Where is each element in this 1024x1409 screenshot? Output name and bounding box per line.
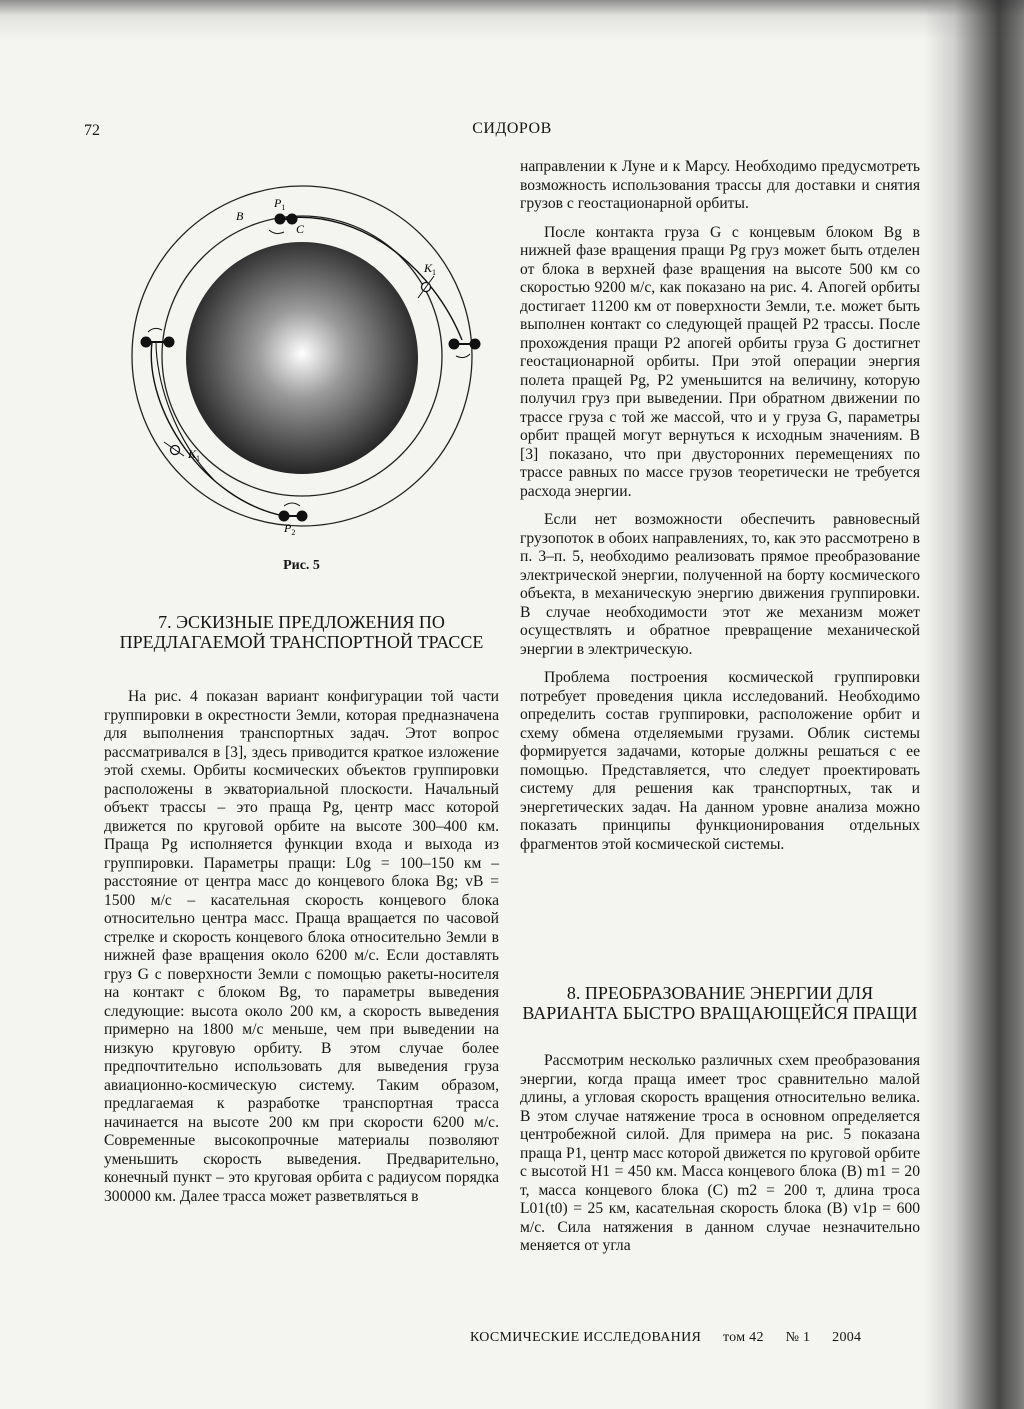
label-p2: $P_2$ [284, 521, 296, 537]
label-k1-top: $K_1$ [424, 261, 437, 277]
paragraph-contact: После контакта груза G с концевым блоком Bg в нижней фазе вращения пращи Pg груз может быть отделен от блока в верхней фазе вращения на высоте 500 км со скоростью 9200 м/с, как показано на рис. 4. Апогей орбиты достигает 11200 км от поверхности Земли, т.е. может быть выполнен контакт со следующей пращей P2 трассы. После прохождения пращи P2 апогей орбиты груза G достигнет геостационарной орбиты. При этой операции энергия полета пращей Pg, P2 уменьшится на величину, которую получил груз при выведении. При обратном движении по трассе груза с той же массой, что и у груза G, параметры орбит пращей могут вернуться к исходным значениям. В [3] показано, что при двусторонних перемещениях по трассе равных по массе грузов теоретически не требуется расхода энергии. [520, 223, 920, 500]
page-number: 72 [84, 122, 100, 139]
footer-volume: том 42 [722, 1330, 764, 1345]
scan-shadow-right [924, 0, 1024, 1409]
label-k1-bottom: $K_1$ [188, 447, 201, 463]
section-8-paragraph-1: Рассмотрим несколько различных схем преобразования энергии, когда праща имеет трос сравнительно малой длины, а угловая скорость вращения относительно велика. В этом случае натяжение троса в основном определяется центробежной силой. Для примера на рис. 5 показана праща P1, центр масс которой движется по круговой орбите с высотой H1 = 450 км. Масса концевого блока (B) m1 = 20 т, масса концевого блока (C) m2 = 200 т, длина троса L01(t0) = 25 км, касательная скорость блока (B) v1p = 600 м/с. Сила натяжения в данном случае незначительно меняется от угла [520, 1052, 920, 1254]
footer-issue: № 1 [785, 1330, 811, 1345]
footer-journal: КОСМИЧЕСКИЕ ИССЛЕДОВАНИЯ [470, 1330, 702, 1345]
label-c: C [296, 222, 305, 236]
label-b: B [236, 209, 244, 223]
left-column [104, 688, 499, 1216]
scan-shadow-top [0, 0, 1024, 40]
right-column [520, 158, 920, 864]
section-7-paragraph-1: На рис. 4 показан вариант конфигурации той части группировки в окрестности Земли, которая предназначена для выполнения транспортных задач. Этот вопрос рассматривался в [3], здесь приводится краткое изложение этой схемы. Орбиты космических объектов группировки расположены в экваториальной плоскости. Начальный объект трассы – это праща Pg, центр масс которой движется по круговой орбите на высоте 300–400 км. Праща Pg исполняется функции входа и выхода из группировки. Параметры пращи: L0g = 100–150 км – расстояние от центра масс до концевого блока Bg; vB = 1500 м/с – касательная скорость концевого блока относительно центра масс. Праща вращается по часовой стрелке и скорость концевого блока относительно Земли в нижней фазе вращения около 6200 м/с. Если доставлять груз G с поверхности Земли с помощью ракеты-носителя на контакт с блоком Bg, то параметры выведения следующие: высота около 200 км, а скорость выведения примерно на 1800 м/с меньше, чем при выведении на низкую круговую орбиту. В этом случае более предпочтительно использовать для выведения груза авиационно-космическую систему. Таким образом, предлагаемая к разработке транспортная трасса начинается на высоте 200 км при скорости 6200 м/с. Современные высокопрочные материалы позволяют уменьшить скорость выведения. Предварительно, конечный пункт – это круговая орбита с радиусом порядка 300000 км. Далее трасса может разветвляться в [104, 688, 499, 1205]
section-7-heading: 7. ЭСКИЗНЫЕ ПРЕДЛОЖЕНИЯ ПО ПРЕДЛАГАЕМОЙ ТРАНСПОРТНОЙ ТРАССЕ [119, 612, 484, 652]
figure-caption: Рис. 5 [283, 558, 320, 573]
orbit-diagram-svg [104, 180, 499, 540]
paragraph-research-problem: Проблема построения космической группировки потребует проведения цикла исследований. Необходимо определить состав группировки, расположение орбит и схему обмена отделяемыми грузами. Облик системы формируется задачами, которые должны решаться с ее помощью. Представляется, что следует проектировать систему для решения как транспортных, так и энергетических задач. На данном уровне анализа можно показать принципы функционирования отдельных фрагментов этой космической системы. [520, 669, 920, 853]
running-title: СИДОРОВ [472, 120, 552, 137]
sling-right [449, 339, 480, 358]
label-p1: $P_1$ [274, 196, 286, 212]
paragraph-energy-conversion: Если нет возможности обеспечить равновесный грузопоток в обоих направлениях, то, как это рассмотрено в п. 3–п. 5, необходимо реализовать прямое преобразование электрической энергии, полученной на борту космического объекта, в механическую энергию движения группировки. В случае необходимости этот же механизм может осуществлять и обратное превращение механической энергии в электрическую. [520, 511, 920, 658]
section-8-heading: 8. ПРЕОБРАЗОВАНИЕ ЭНЕРГИИ ДЛЯ ВАРИАНТА БЫСТРО ВРАЩАЮЩЕЙСЯ ПРАЩИ [522, 983, 918, 1023]
paragraph-continuation: направлении к Луне и к Марсу. Необходимо предусмотреть возможность использования трассы для доставки и снятия грузов с геостационарной орбиты. [520, 158, 920, 212]
footer-year: 2004 [832, 1330, 862, 1345]
figure-orbit-diagram [104, 180, 499, 540]
sling-p1 [269, 214, 297, 234]
journal-footer [470, 1330, 879, 1346]
sling-p2 [279, 503, 307, 521]
earth-sphere [186, 242, 418, 474]
sling-left [141, 328, 174, 347]
section-8-body [520, 1052, 920, 1266]
